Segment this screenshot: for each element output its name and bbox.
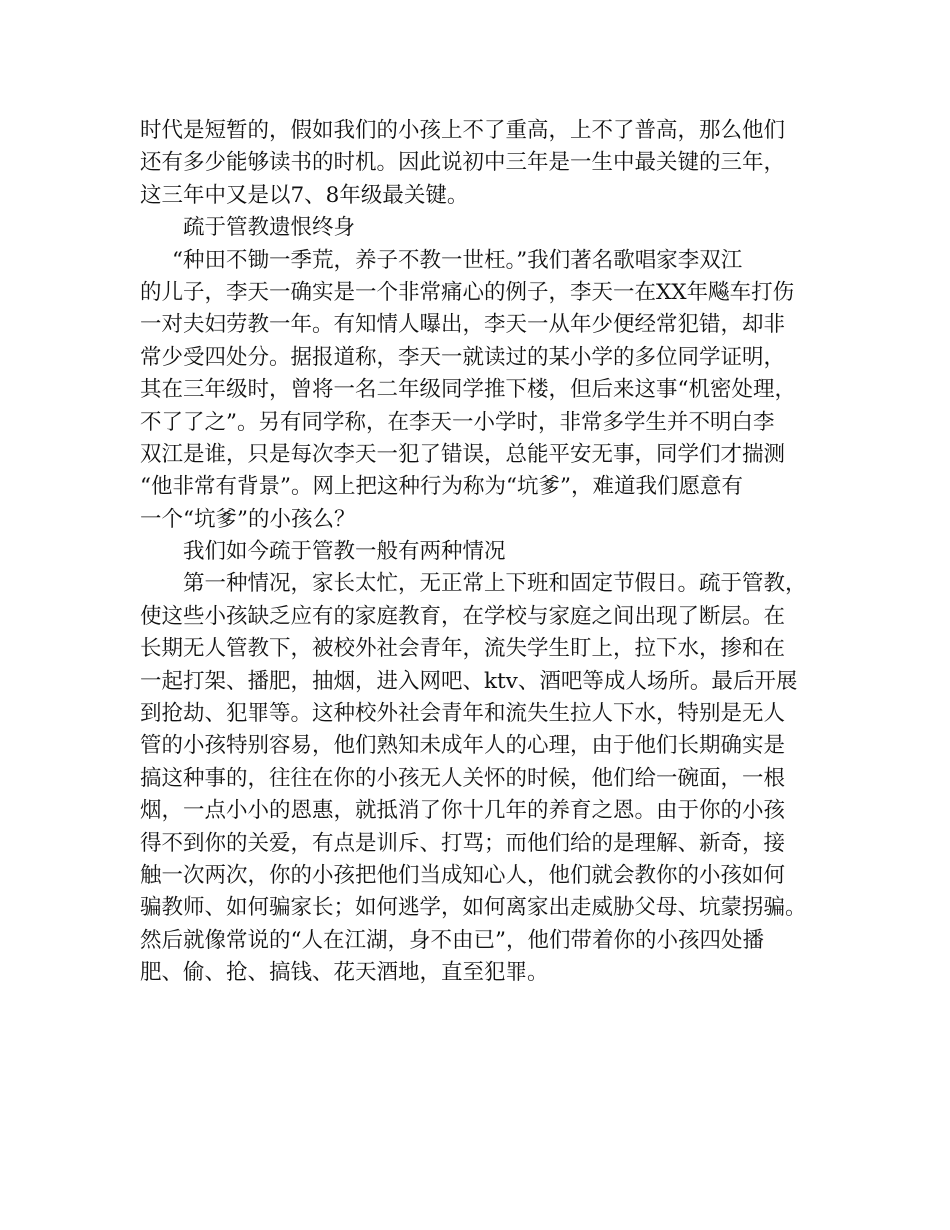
text-line: 时代是短暂的，假如我们的小孩上不了重高，上不了普高，那么他们 <box>140 118 786 143</box>
text-line: 第一种情况，家长太忙，无正常上下班和固定节假日。疏于管教， <box>183 571 807 597</box>
text-line: 烟，一点小小的恩惠，就抵消了你十几年的养育之恩。由于你的小孩 <box>140 798 786 824</box>
text-line: 不了了之”。另有同学称，在李天一小学时，非常多学生并不明白李 <box>140 409 775 435</box>
text-line: 搞这种事的，往往在你的小孩无人关怀的时候，他们给一碗面，一根 <box>140 765 786 791</box>
text-line: 然后就像常说的“人在江湖，身不由已”，他们带着你的小孩四处播 <box>140 927 764 953</box>
text-line: “种田不锄一季荒，养子不教一世枉。”我们著名歌唱家李双江 <box>172 247 743 273</box>
text-line: 到抢劫、犯罪等。这种校外社会青年和流失生拉人下水，特别是无人 <box>140 701 786 727</box>
text-line: “他非常有背景”。网上把这种行为称为“坑爹”，难道我们愿意有 <box>140 474 743 500</box>
text-line: 触一次两次，你的小孩把他们当成知心人，他们就会教你的小孩如何 <box>140 862 786 888</box>
section-heading: 疏于管教遗恨终身 <box>183 215 356 241</box>
section-heading: 我们如今疏于管教一般有两种情况 <box>183 539 506 565</box>
text-line: 肥、偷、抢、搞钱、花天酒地，直至犯罪。 <box>140 960 549 986</box>
text-line: 管的小孩特别容易，他们熟知未成年人的心理，由于他们长期确实是 <box>140 733 786 759</box>
text-line: 一起打架、播肥，抽烟，进入网吧、ktv、酒吧等成人场所。最后开展 <box>140 668 798 694</box>
text-line: 常少受四处分。据报道称，李天一就读过的某小学的多位同学证明， <box>140 344 786 370</box>
text-line: 还有多少能够读书的时机。因此说初中三年是一生中最关键的三年， <box>140 150 786 176</box>
text-line: 一对夫妇劳教一年。有知情人曝出，李天一从年少便经常犯错，却非 <box>140 312 786 338</box>
text-line: 双江是谁，只是每次李天一犯了错误，总能平安无事，同学们才揣测 <box>140 441 786 467</box>
text-line: 得不到你的关爱，有点是训斥、打骂；而他们给的是理解、新奇，接 <box>140 830 786 856</box>
text-line: 的儿子，李天一确实是一个非常痛心的例子，李天一在XX年飚车打伤 <box>140 279 795 305</box>
text-line: 使这些小孩缺乏应有的家庭教育，在学校与家庭之间出现了断层。在 <box>140 603 786 629</box>
text-line: 骗教师、如何骗家长；如何逃学，如何离家出走威胁父母、坑蒙拐骗。 <box>140 895 807 921</box>
text-line: 其在三年级时，曾将一名二年级同学推下楼，但后来这事“机密处理， <box>140 377 796 403</box>
text-line: 长期无人管教下，被校外社会青年，流失学生盯上，拉下水，掺和在 <box>140 636 786 662</box>
text-line: 一个“坑爹”的小孩么？ <box>140 506 356 532</box>
text-line: 这三年中又是以7、8年级最关键。 <box>140 182 469 208</box>
body-text <box>140 115 820 990</box>
